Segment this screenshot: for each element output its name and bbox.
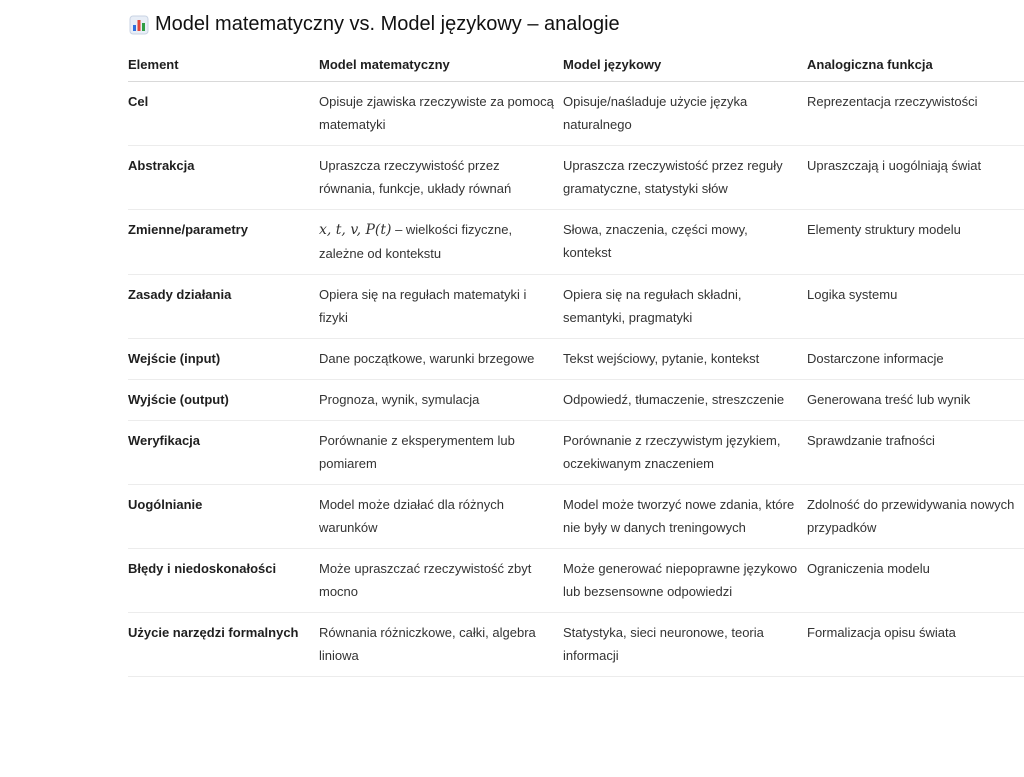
row-math-model: Prognoza, wynik, symulacja	[319, 380, 563, 421]
row-element: Wyjście (output)	[128, 380, 319, 421]
column-header-math-model: Model matematyczny	[319, 48, 563, 82]
row-math-model: Upraszcza rzeczywistość przez równania, funkcje, układy równań	[319, 146, 563, 210]
row-language-model: Może generować niepoprawne językowo lub bezsensowne odpowiedzi	[563, 549, 807, 613]
row-element: Zmienne/parametry	[128, 210, 319, 275]
row-analogous-function: Sprawdzanie trafności	[807, 421, 1024, 485]
column-header-analogous-function: Analogiczna funkcja	[807, 48, 1024, 82]
row-analogous-function: Elementy struktury modelu	[807, 210, 1024, 275]
row-math-model: Porównanie z eksperymentem lub pomiarem	[319, 421, 563, 485]
table-row	[128, 146, 1024, 210]
row-language-model: Słowa, znaczenia, części mowy, kontekst	[563, 210, 807, 275]
row-element: Zasady działania	[128, 275, 319, 339]
row-math-model: Dane początkowe, warunki brzegowe	[319, 339, 563, 380]
row-analogous-function: Logika systemu	[807, 275, 1024, 339]
row-language-model: Odpowiedź, tłumaczenie, streszczenie	[563, 380, 807, 421]
math-description: – wielkości fizyczne, zależne od kontekstu	[319, 222, 513, 261]
row-language-model: Statystyka, sieci neuronowe, teoria informacji	[563, 613, 807, 677]
row-math-model: Opisuje zjawiska rzeczywiste za pomocą matematyki	[319, 82, 563, 146]
table-row	[128, 275, 1024, 339]
table-row	[128, 339, 1024, 380]
row-language-model: Opisuje/naśladuje użycie języka naturalnego	[563, 82, 807, 146]
page-title: Model matematyczny vs. Model językowy – analogie	[155, 13, 620, 35]
row-analogous-function: Generowana treść lub wynik	[807, 380, 1024, 421]
row-math-model	[319, 210, 563, 275]
bar-chart-icon	[129, 15, 149, 35]
table-row	[128, 421, 1024, 485]
row-element: Cel	[128, 82, 319, 146]
table-row	[128, 613, 1024, 677]
section-heading	[129, 13, 620, 36]
row-math-model: Może upraszczać rzeczywistość zbyt mocno	[319, 549, 563, 613]
row-analogous-function: Reprezentacja rzeczywistości	[807, 82, 1024, 146]
row-analogous-function: Ograniczenia modelu	[807, 549, 1024, 613]
row-math-model: Model może działać dla różnych warunków	[319, 485, 563, 549]
math-formula: x, t, v, P(t)	[319, 222, 392, 238]
row-element: Użycie narzędzi formalnych	[128, 613, 319, 677]
column-header-language-model: Model językowy	[563, 48, 807, 82]
row-element: Weryfikacja	[128, 421, 319, 485]
row-analogous-function: Zdolność do przewidywania nowych przypadków	[807, 485, 1024, 549]
table-row	[128, 380, 1024, 421]
row-language-model: Upraszcza rzeczywistość przez reguły gramatyczne, statystyki słów	[563, 146, 807, 210]
row-language-model: Tekst wejściowy, pytanie, kontekst	[563, 339, 807, 380]
row-element: Abstrakcja	[128, 146, 319, 210]
row-element: Uogólnianie	[128, 485, 319, 549]
row-math-model: Równania różniczkowe, całki, algebra liniowa	[319, 613, 563, 677]
table-row	[128, 549, 1024, 613]
row-math-model: Opiera się na regułach matematyki i fizyki	[319, 275, 563, 339]
table-row	[128, 210, 1024, 275]
table-row	[128, 82, 1024, 146]
row-element: Błędy i niedoskonałości	[128, 549, 319, 613]
row-analogous-function: Formalizacja opisu świata	[807, 613, 1024, 677]
table-row	[128, 485, 1024, 549]
row-language-model: Porównanie z rzeczywistym językiem, oczekiwanym znaczeniem	[563, 421, 807, 485]
column-header-element: Element	[128, 48, 319, 82]
row-language-model: Model może tworzyć nowe zdania, które nie były w danych treningowych	[563, 485, 807, 549]
row-language-model: Opiera się na regułach składni, semantyki, pragmatyki	[563, 275, 807, 339]
row-analogous-function: Upraszczają i uogólniają świat	[807, 146, 1024, 210]
comparison-table	[128, 48, 1024, 677]
row-element: Wejście (input)	[128, 339, 319, 380]
row-analogous-function: Dostarczone informacje	[807, 339, 1024, 380]
table-header-row	[128, 48, 1024, 82]
